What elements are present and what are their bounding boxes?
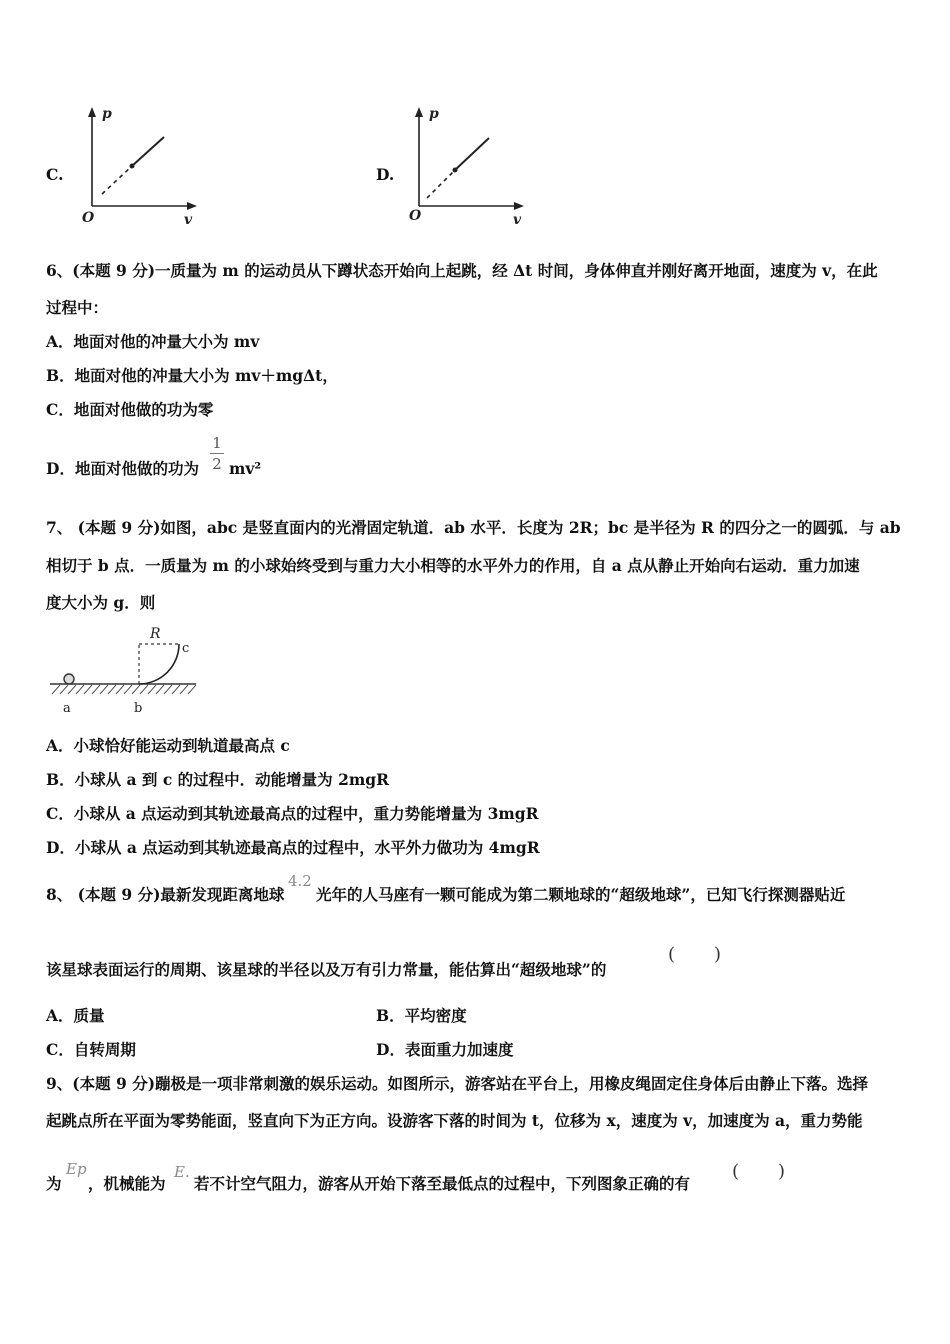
graph-d-v-label: v [513, 212, 522, 228]
graph-d-origin-label: O [409, 208, 422, 224]
graph-d-y-arrow [415, 107, 423, 117]
label-c: c [182, 641, 190, 656]
q6-option-d-fraction [210, 434, 224, 473]
q7-option-a: A．小球恰好能运动到轨道最高点 c [46, 736, 290, 755]
q9-stem-line1: 9、(本题 9 分)蹦极是一项非常刺激的娱乐运动。如图所示，游客站在平台上，用橡皮绳固定住身体后由静止下落。选择 [46, 1074, 869, 1093]
q6-option-c: C．地面对他做的功为零 [46, 400, 214, 419]
option-d-label: D. [376, 165, 395, 184]
graph-c-origin-label: O [82, 210, 95, 226]
graph-c-point [130, 164, 135, 169]
graph-d-p-label: p [429, 106, 439, 122]
q9-paren-left: ( [732, 1161, 740, 1182]
fraction-denominator: 2 [212, 455, 222, 473]
q7-option-d: D．小球从 a 点运动到其轨迹最高点的过程中，水平外力做功为 4mgR [46, 838, 540, 857]
q7-option-b: B．小球从 a 到 c 的过程中．动能增量为 2mgR [46, 770, 389, 789]
q8-stem-part2: 光年的人马座有一颗可能成为第二颗地球的“超级地球”，已知飞行探测器贴近 [316, 885, 846, 904]
fraction-numerator: 1 [212, 434, 222, 452]
label-r: R [150, 626, 161, 642]
option-c-label: C. [46, 165, 64, 184]
q8-stem-line2: 该星球表面运行的周期、该星球的半径以及万有引力常量，能估算出“超级地球”的 [46, 960, 607, 979]
q8-option-c: C．自转周期 [46, 1040, 136, 1059]
quarter-arc-track [139, 644, 179, 684]
graph-c-p-label: p [102, 106, 112, 122]
fraction-bar [210, 453, 224, 454]
q9-stem-part-b: ，机械能为 [88, 1174, 166, 1193]
label-b: b [134, 701, 143, 716]
q6-option-b: B．地面对他的冲量大小为 mv＋mgΔt， [46, 366, 338, 385]
q8-option-a: A．质量 [46, 1006, 105, 1025]
graph-d-solid-line [455, 138, 489, 170]
q7-stem-line3: 度大小为 g．则 [46, 593, 156, 612]
ball [64, 674, 74, 684]
ground-hatching [52, 685, 196, 694]
q9-stem-part-c: 若不计空气阻力，游客从开始下落至最低点的过程中，下列图象正确的有 [194, 1174, 691, 1193]
q7-stem-line1: 7、 (本题 9 分)如图，abc 是竖直面内的光滑固定轨道．ab 水平．长度为 2R；bc 是半径为 R 的四分之一的圆弧．与 ab [46, 518, 901, 537]
graph-c-y-arrow [88, 107, 96, 117]
graph-c-solid-line [132, 137, 164, 166]
q7-stem-line2: 相切于 b 点．一质量为 m 的小球始终受到与重力大小相等的水平外力的作用，自 a 点从静止开始向右运动．重力加速 [46, 556, 860, 575]
q8-option-d: D．表面重力加速度 [376, 1040, 514, 1059]
graph-c-dashed-line [102, 166, 132, 194]
graph-d-point [453, 168, 458, 173]
q9-paren-right: ) [778, 1161, 786, 1182]
q6-option-a: A．地面对他的冲量大小为 mv [46, 332, 260, 351]
graph-c [78, 104, 208, 230]
graph-d-x-arrow [514, 202, 524, 210]
q6-option-d-suffix: mv² [229, 459, 262, 478]
q8-stem-part1: 8、 (本题 9 分)最新发现距离地球 [46, 885, 285, 904]
q9-stem-part-a: 为 [46, 1174, 62, 1193]
q6-stem-line1: 6、(本题 9 分)一质量为 m 的运动员从下蹲状态开始向上起跳，经 Δt 时间，身体伸直并刚好离开地面，速度为 v，在此 [46, 261, 878, 280]
label-a: a [63, 701, 71, 716]
graph-d [405, 104, 535, 230]
graph-c-v-label: v [184, 212, 193, 228]
q9-stem-line2: 起跳点所在平面为零势能面，竖直向下为正方向。设游客下落的时间为 t，位移为 x，速度为 v，加速度为 a，重力势能 [46, 1111, 863, 1130]
q9-e-symbol: E. [174, 1163, 190, 1181]
q6-stem-line2: 过程中： [46, 298, 109, 317]
graph-c-x-arrow [187, 202, 197, 210]
graph-d-dashed-line [427, 170, 455, 198]
q8-option-b: B．平均密度 [376, 1006, 467, 1025]
q8-stem-value: 4.2 [288, 872, 312, 890]
q7-track-figure [46, 624, 206, 718]
q8-paren-right: ) [714, 944, 722, 965]
q9-ep-symbol: Ep [66, 1160, 87, 1178]
q7-option-c: C．小球从 a 点运动到其轨迹最高点的过程中，重力势能增量为 3mgR [46, 804, 539, 823]
q6-option-d-prefix: D．地面对他做的功为 [46, 459, 199, 478]
q8-paren-left: ( [668, 944, 676, 965]
